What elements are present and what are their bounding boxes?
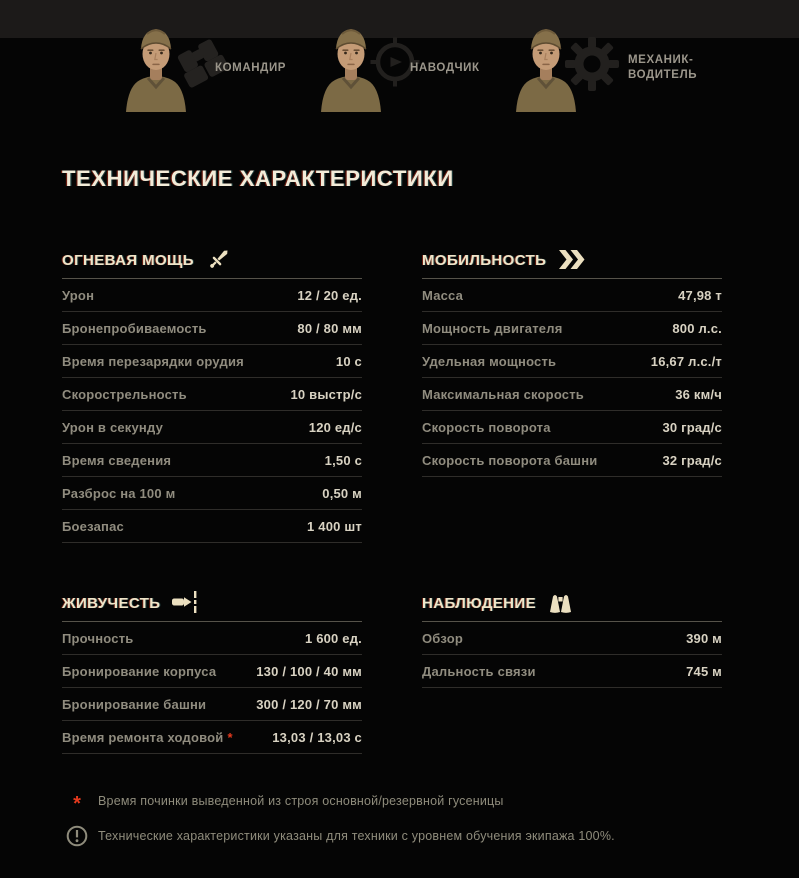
stat-value: 47,98 т [678, 287, 722, 303]
section-header-survivability [62, 593, 362, 622]
stat-label [62, 486, 175, 501]
stat-label [422, 664, 536, 679]
asterisk-marker: * [73, 793, 81, 815]
stat-value: 32 град/с [662, 452, 722, 468]
stat-value: 130 / 100 / 40 мм [256, 663, 362, 679]
stat-row [62, 622, 362, 655]
crew-role-label: КОМАНДИР [215, 61, 287, 74]
stat-row [62, 655, 362, 688]
stat-row [62, 444, 362, 477]
stat-label-text: Скорострельность [62, 386, 187, 402]
crew-role-label: МЕХАНИК-ВОДИТЕЛЬ [628, 54, 698, 81]
stat-label [422, 420, 551, 435]
stat-label [62, 387, 187, 402]
stat-label [62, 420, 163, 435]
footnote-marker: * [227, 729, 233, 745]
section-firepower [62, 250, 362, 543]
stat-row [62, 378, 362, 411]
stat-row [62, 411, 362, 444]
stat-value: 1,50 с [324, 452, 362, 468]
stat-label-text: Время ремонта ходовой [62, 729, 224, 745]
stat-label [422, 354, 556, 369]
stat-value: 12 / 20 ед. [297, 287, 362, 303]
stat-label [62, 321, 207, 336]
stat-label-text: Боезапас [62, 518, 124, 534]
stat-label [62, 453, 171, 468]
stat-label-text: Скорость поворота [422, 419, 551, 435]
stat-label-text: Время сведения [62, 452, 172, 468]
stat-row [62, 688, 362, 721]
stat-label-text: Удельная мощность [422, 353, 557, 369]
stat-label [62, 631, 133, 646]
stat-label-text: Урон [62, 287, 95, 303]
crew-portrait [510, 22, 582, 112]
stat-row [62, 279, 362, 312]
crew-member-1[interactable] [118, 22, 313, 112]
section-title: НАБЛЮДЕНИЕ [422, 594, 537, 612]
crew-strip [0, 0, 799, 122]
stat-label-text: Разброс на 100 м [62, 485, 176, 501]
stat-row [62, 345, 362, 378]
stat-value: 745 м [686, 663, 722, 679]
section-survivability [62, 593, 362, 754]
asterisk-icon [62, 793, 92, 815]
stat-label [62, 519, 124, 534]
stat-row [422, 655, 722, 688]
stat-label [422, 321, 562, 336]
stat-row [422, 345, 722, 378]
stat-row [422, 411, 722, 444]
stat-label [62, 664, 216, 679]
stat-row [422, 279, 722, 312]
stat-label [62, 697, 206, 712]
stat-row [422, 312, 722, 345]
stat-value: 13,03 / 13,03 с [272, 729, 362, 745]
stat-row [62, 312, 362, 345]
stat-row [62, 510, 362, 543]
sword-icon [206, 247, 232, 271]
stat-label [422, 631, 463, 646]
section-header-observation [422, 593, 722, 622]
stat-value: 390 м [686, 630, 722, 646]
stat-label-text: Бронепробиваемость [62, 320, 207, 336]
page-title: ТЕХНИЧЕСКИЕ ХАРАКТЕРИСТИКИ [62, 166, 454, 191]
stat-label [422, 288, 463, 303]
crew-portrait [315, 22, 387, 112]
crew-portrait [120, 22, 192, 112]
stat-label [62, 730, 233, 745]
stat-value: 1 600 ед. [304, 630, 362, 646]
section-title: ОГНЕВАЯ МОЩЬ [62, 251, 194, 269]
stat-value: 80 / 80 мм [297, 320, 362, 336]
stat-value: 800 л.с. [672, 320, 722, 336]
stat-label-text: Скорость поворота башни [422, 452, 598, 468]
stat-value: 120 ед/с [308, 419, 362, 435]
stat-label-text: Дальность связи [422, 663, 536, 679]
section-header-mobility [422, 250, 722, 279]
content [0, 166, 799, 847]
stat-value: 300 / 120 / 70 мм [256, 696, 362, 712]
note-row [62, 825, 799, 847]
stat-label-text: Урон в секунду [62, 419, 164, 435]
stat-label-text: Прочность [62, 630, 134, 646]
section-observation [422, 593, 722, 688]
note-text: Технические характеристики указаны для техники с уровнем обучения экипажа 100%. [98, 829, 615, 843]
stat-label-text: Бронирование башни [62, 696, 207, 712]
stat-label-text: Масса [422, 287, 464, 303]
stat-label [62, 354, 244, 369]
stat-value: 0,50 м [322, 485, 362, 501]
stat-row [62, 477, 362, 510]
notes [62, 794, 799, 847]
stat-row [422, 444, 722, 477]
stat-value: 10 выстр/с [290, 386, 362, 402]
stat-label-text: Максимальная скорость [422, 386, 584, 402]
stat-value: 36 км/ч [675, 386, 722, 402]
stat-label-text: Бронирование корпуса [62, 663, 217, 679]
stat-row [422, 622, 722, 655]
stat-value: 16,67 л.с./т [650, 353, 722, 369]
stat-row [62, 721, 362, 754]
chevrons-icon [558, 250, 585, 269]
stat-value: 1 400 шт [307, 518, 362, 534]
stat-label [422, 387, 584, 402]
binoculars-icon [548, 592, 573, 613]
stat-row [422, 378, 722, 411]
stat-value: 30 град/с [662, 419, 722, 435]
note-row [62, 793, 799, 815]
section-title: ЖИВУЧЕСТЬ [62, 594, 161, 612]
stat-label-text: Обзор [422, 630, 463, 646]
stat-label-text: Мощность двигателя [422, 320, 563, 336]
section-title: МОБИЛЬНОСТЬ [422, 251, 547, 269]
bullet-impact-icon [172, 591, 199, 613]
section-mobility [422, 250, 722, 477]
crew-role-label: НАВОДЧИК [410, 61, 480, 74]
stat-label [62, 288, 94, 303]
stat-label-text: Время перезарядки орудия [62, 353, 244, 369]
stat-label [422, 453, 597, 468]
crew-member-2[interactable] [313, 22, 508, 112]
note-text: Время починки выведенной из строя основной/резервной гусеницы [98, 794, 504, 808]
crew-member-3[interactable] [508, 22, 703, 112]
stat-value: 10 с [335, 353, 362, 369]
info-icon [62, 825, 92, 847]
section-header-firepower [62, 250, 362, 279]
stats-grid [62, 250, 799, 754]
